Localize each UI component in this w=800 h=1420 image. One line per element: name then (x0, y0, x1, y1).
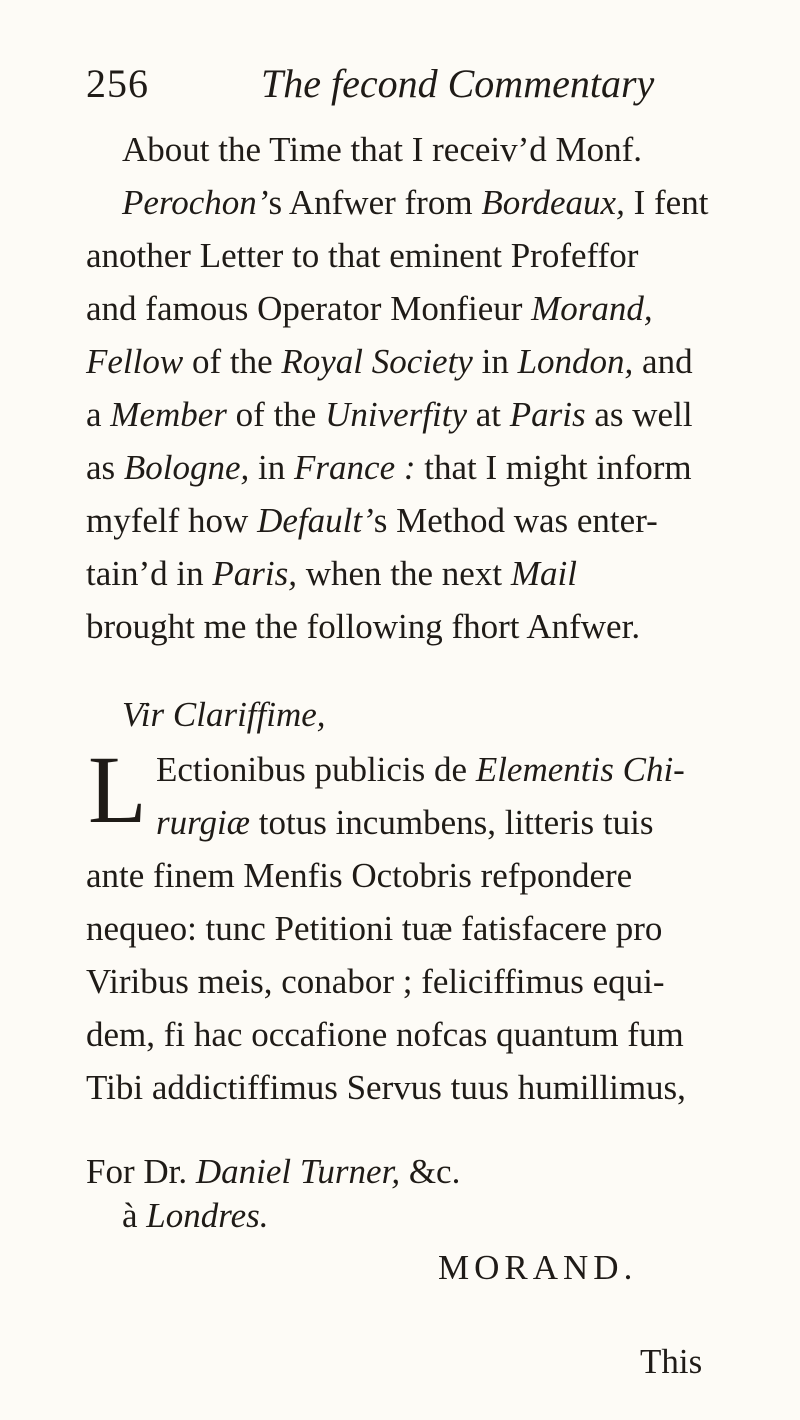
text-segment: that I might inform (415, 448, 692, 487)
letter-line (86, 854, 632, 898)
text-segment: dem, fi hac occafione nofcas quantum fum (86, 1015, 684, 1054)
text-segment: Morand, (531, 289, 653, 328)
paragraph-line (122, 181, 708, 225)
text-segment: Daniel Turner, (195, 1152, 401, 1191)
text-segment: and famous Operator Monfieur (86, 289, 532, 328)
text-segment: Elementis Chi- (475, 750, 685, 789)
paragraph-line (86, 287, 653, 331)
text-segment: myfelf how (86, 501, 258, 540)
text-segment: of the (226, 395, 326, 434)
text-segment: another Letter to that eminent Profeffor (86, 236, 639, 275)
text-segment: Royal Society (281, 342, 473, 381)
text-segment: in (472, 342, 518, 381)
letter-line (86, 1013, 684, 1057)
running-title: The fecond Commentary (261, 61, 655, 106)
letter-line (156, 748, 685, 792)
text-segment: s Anfwer from (268, 183, 482, 222)
text-segment: tain’d in (86, 554, 213, 593)
text-segment: à (122, 1196, 147, 1235)
address-line (86, 1150, 460, 1194)
text-segment: I fent (624, 183, 709, 222)
text-segment: totus incumbens, litteris tuis (250, 803, 654, 842)
text-segment: France : (294, 448, 416, 487)
text-segment: brought me the following fhort Anfwer. (86, 607, 641, 646)
text-segment: and (633, 342, 693, 381)
signature: MORAND. (438, 1248, 638, 1287)
text-segment: Ectionibus publicis de (156, 750, 476, 789)
text-segment: Mail (510, 554, 577, 593)
text-segment: Paris (509, 395, 586, 434)
catchword: This (640, 1342, 703, 1381)
paragraph-line (86, 499, 658, 543)
text-segment: a (86, 395, 111, 434)
paragraph-line (86, 552, 577, 596)
text-segment: ante finem Menfis Octobris refpondere (86, 856, 633, 895)
text-segment: as (86, 448, 124, 487)
text-segment: For Dr. (86, 1152, 196, 1191)
text-segment: Default’ (257, 501, 374, 540)
letter-line (86, 1066, 686, 1110)
text-segment: Perochon’ (122, 183, 269, 222)
text-segment: s Method was enter- (373, 501, 658, 540)
address-line (122, 1194, 269, 1238)
text-segment: Member (110, 395, 227, 434)
paragraph-line (86, 393, 693, 437)
text-segment: Viribus meis, conabor ; feliciffimus equi- (86, 962, 665, 1001)
text-segment: when the next (296, 554, 511, 593)
text-segment: About the Time that I receiv’d Monf. (122, 130, 643, 169)
text-segment: at (467, 395, 510, 434)
text-segment: as well (585, 395, 693, 434)
text-segment: London, (517, 342, 634, 381)
text-segment: Bologne, (123, 448, 250, 487)
paragraph-line (86, 340, 693, 384)
text-segment: nequeo: tunc Petitioni tuæ fatisfacere pro (86, 909, 663, 948)
text-segment: in (249, 448, 295, 487)
text-segment: Fellow (86, 342, 184, 381)
text-segment: of the (183, 342, 282, 381)
text-segment: Tibi addictiffimus Servus tuus humillimus, (86, 1068, 686, 1107)
letter-line (86, 907, 662, 951)
letter-line (156, 801, 653, 845)
text-segment: Univerfity (325, 395, 467, 434)
paragraph-line (86, 605, 640, 649)
paragraph-line (86, 234, 638, 278)
drop-cap: L (88, 736, 147, 843)
text-segment: rurgiæ (156, 803, 251, 842)
paragraph-line (122, 128, 642, 172)
text-segment: Paris, (212, 554, 297, 593)
text-segment: Londres. (146, 1196, 269, 1235)
text-segment: &c. (400, 1152, 461, 1191)
page-header (86, 60, 706, 120)
page-number: 256 (86, 61, 149, 106)
letter-salutation: Vir Clariffime, (122, 695, 326, 734)
text-segment: Bordeaux, (481, 183, 625, 222)
letter-line (86, 960, 665, 1004)
paragraph-line (86, 446, 692, 490)
